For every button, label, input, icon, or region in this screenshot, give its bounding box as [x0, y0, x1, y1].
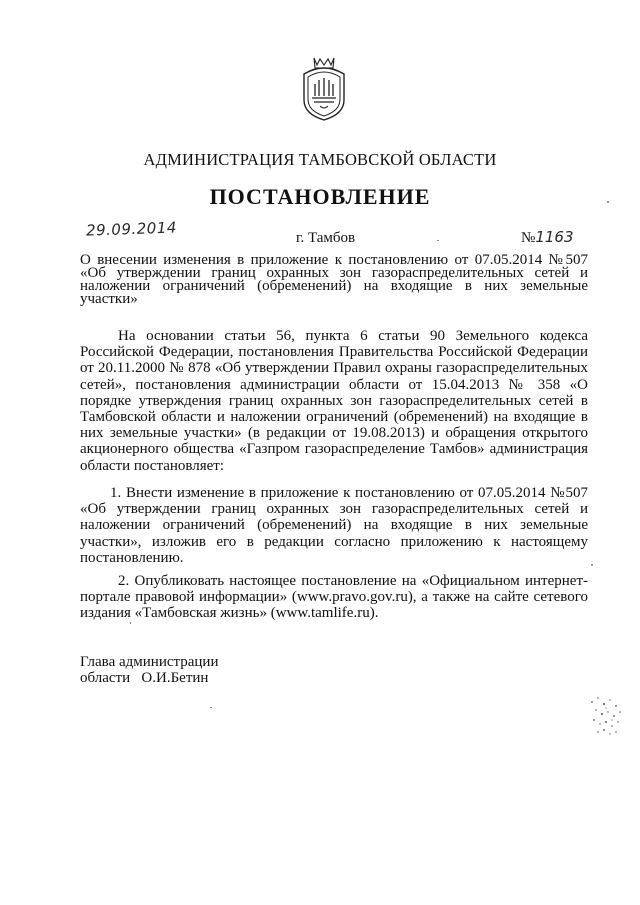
scan-speck [607, 201, 609, 203]
handwritten-date: 29.09.2014 [85, 218, 178, 240]
handwritten-number: 1163 [535, 228, 574, 246]
resolution-item-2: 2. Опубликовать настоящее постановление на «Официальном интернет-портале правовой информации» (www.pravo.gov.ru), а также на сайте сетевого издания «Тамбовская жизнь» (www.tamlife.ru). [80, 573, 588, 622]
scan-speck [437, 240, 439, 241]
resolution-item-1: 1. Внести изменение в приложение к постановлению от 07.05.2014 №507 «Об утверждении границ охранных зон газораспределительных сетей и наложении ограничений (обременений) на входящие в них земельные участки», изложив его в редакции согласно приложению к настоящему постановлению. [80, 485, 588, 566]
coat-of-arms-icon [300, 56, 348, 122]
document-subject: О внесении изменения в приложение к постановлению от 07.05.2014 №507 «Об утверждении границ охранных зон газораспределительных сетей и наложении ограничений (обременений) на входящие в них земельные участки» [80, 252, 588, 307]
signer-name: О.И.Бетин [141, 669, 209, 686]
signer-title-line1: Глава администрации [80, 654, 219, 670]
document-number [521, 228, 574, 247]
document-type-title: ПОСТАНОВЛЕНИЕ [209, 184, 431, 209]
scan-speck [591, 564, 593, 566]
number-prefix: № [521, 230, 536, 246]
signature-block [80, 655, 218, 686]
organization-name: АДМИНИСТРАЦИЯ ТАМБОВСКОЙ ОБЛАСТИ [143, 150, 497, 169]
signer-title-line2: области [80, 669, 131, 686]
scan-speck [210, 707, 212, 708]
basis-paragraph: На основании статьи 56, пункта 6 статьи 90 Земельного кодекса Российской Федерации, постановления Правительства Российской Федерации от 20.11.2000 № 878 «Об утверждении Правил охраны газораспределительных сетей», постановления администрации области от 15.04.2013 № 358 «О порядке утверждения границ охранных зон газораспределительных сетей в Тамбовской области и наложении ограничений (обременений) на входящие в них земельные участки» (в редакции от 19.08.2013) и обращения открытого акционерного общества «Газпром газораспределение Тамбов» администрация области постановляет: [80, 328, 588, 474]
city-label: г. Тамбов [296, 230, 356, 246]
scan-noise-icon [586, 692, 626, 740]
scan-speck [130, 622, 131, 624]
